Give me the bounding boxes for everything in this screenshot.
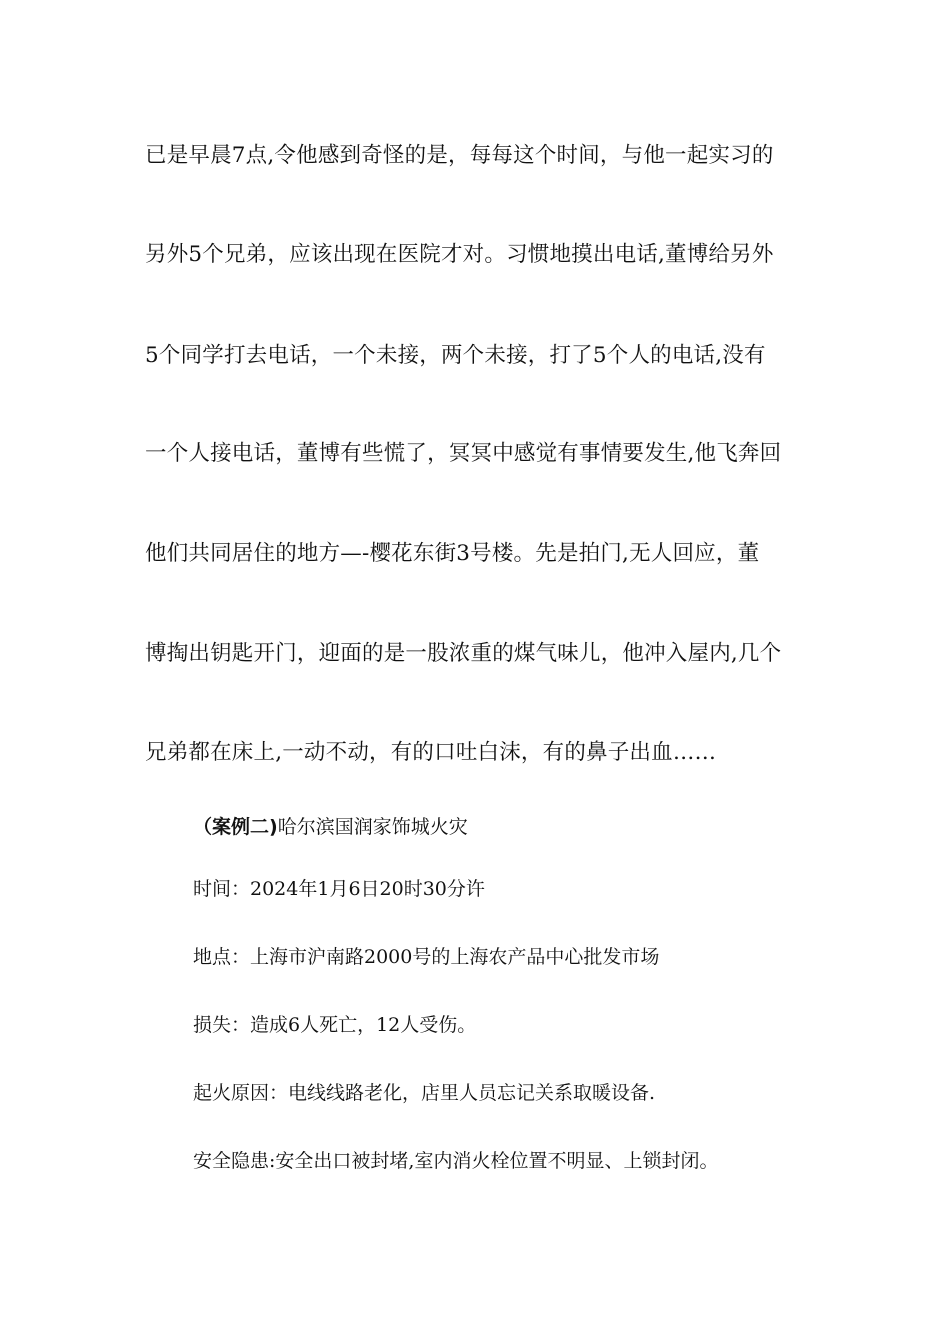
- case-place: 地点：上海市沪南路2000号的上海农产品中心批发市场: [193, 946, 660, 968]
- story-line-7: 兄弟都在床上,一动不动，有的口吐白沫，有的鼻子出血……: [145, 740, 717, 765]
- story-line-6: 博掏出钥匙开门，迎面的是一股浓重的煤气味儿，他冲入屋内,几个: [145, 641, 782, 666]
- case-label: （案例二): [193, 816, 278, 838]
- case-time: 时间：2024年1月6日20时30分许: [193, 878, 485, 900]
- case-loss: 损失：造成6人死亡，12人受伤。: [193, 1014, 477, 1036]
- case-hazard: 安全隐患:安全出口被封堵,室内消火栓位置不明显、上锁封闭。: [193, 1150, 719, 1172]
- case-heading: [193, 812, 468, 839]
- story-line-5: 他们共同居住的地方—-樱花东街3号楼。先是拍门,无人回应，董: [145, 541, 760, 566]
- story-line-2: 另外5个兄弟，应该出现在医院才对。习惯地摸出电话,董博给另外: [145, 242, 774, 267]
- story-line-4: 一个人接电话，董博有些慌了，冥冥中感觉有事情要发生,他飞奔回: [145, 441, 782, 466]
- story-line-1: 已是早晨7点,令他感到奇怪的是，每每这个时间，与他一起实习的: [145, 143, 774, 168]
- case-title: 哈尔滨国润家饰城火灾: [277, 816, 468, 838]
- story-line-3: 5个同学打去电话，一个未接，两个未接，打了5个人的电话,没有: [145, 343, 766, 368]
- case-cause: 起火原因：电线线路老化，店里人员忘记关系取暖设备.: [193, 1082, 656, 1104]
